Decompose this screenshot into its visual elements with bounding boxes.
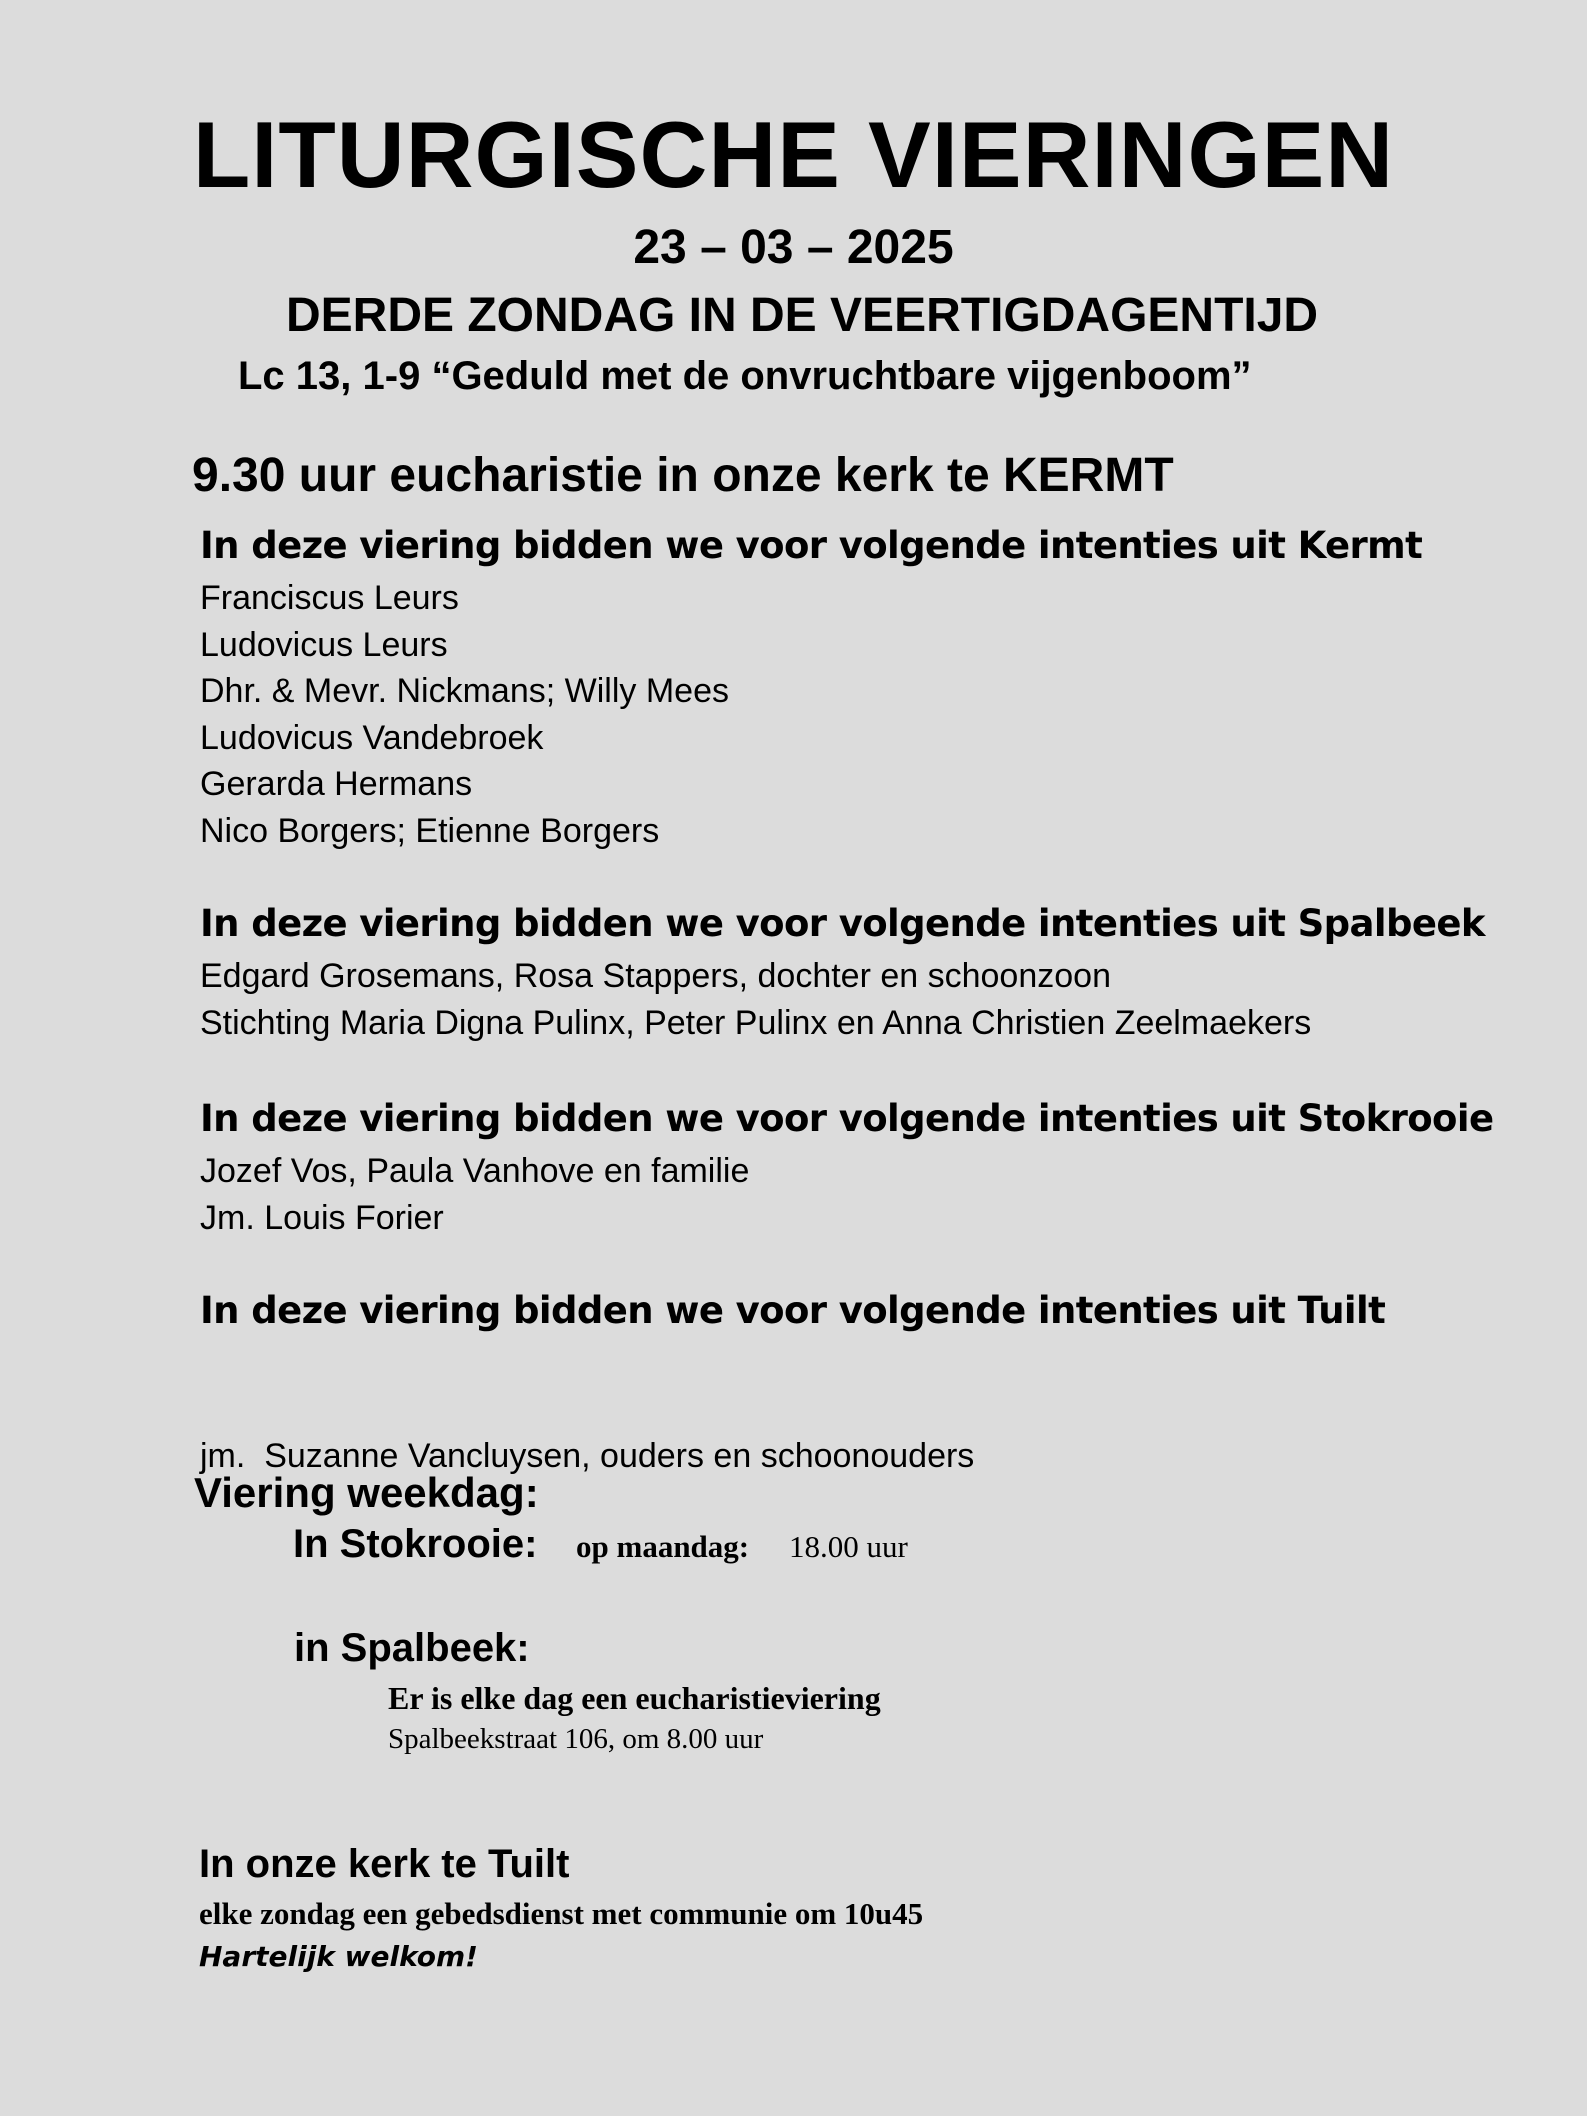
celebration-date: 23 – 03 – 2025 <box>633 221 954 274</box>
list-item: jm. Suzanne Vancluysen, ouders en schoonouders <box>200 1437 975 1475</box>
intentions-list-kermt <box>200 575 729 854</box>
tuilt-heading: In onze kerk te Tuilt <box>199 1842 570 1886</box>
weekday-spalbeek-info: Er is elke dag een eucharistieviering <box>388 1680 881 1716</box>
intentions-list-spalbeek <box>200 953 1311 1046</box>
mass-heading: 9.30 uur eucharistie in onze kerk te KERMT <box>192 449 1174 502</box>
weekday-heading: Viering weekdag: <box>194 1469 539 1516</box>
intentions-heading-tuilt: In deze viering bidden we voor volgende intenties uit Tuilt <box>200 1289 1386 1332</box>
list-item: Nico Borgers; Etienne Borgers <box>200 811 660 850</box>
gospel-reading: Lc 13, 1-9 “Geduld met de onvruchtbare vijgenboom” <box>238 354 1252 398</box>
liturgical-sunday: DERDE ZONDAG IN DE VEERTIGDAGENTIJD <box>286 289 1319 342</box>
list-item: Dhr. & Mevr. Nickmans; Willy Mees <box>200 672 729 710</box>
weekday-spalbeek-address: Spalbeekstraat 106, om 8.00 uur <box>388 1723 764 1755</box>
intentions-heading-kermt: In deze viering bidden we voor volgende intenties uit Kermt <box>200 524 1423 567</box>
list-item: Jozef Vos, Paula Vanhove en familie <box>200 1152 750 1190</box>
weekday-stokrooie-day: op maandag: <box>576 1529 750 1564</box>
weekday-stokrooie-time: 18.00 uur <box>789 1529 908 1564</box>
intentions-heading-spalbeek: In deze viering bidden we voor volgende intenties uit Spalbeek <box>200 902 1485 945</box>
weekday-stokrooie-label: In Stokrooie: <box>293 1522 538 1566</box>
list-item: Jm. Louis Forier <box>200 1198 444 1237</box>
list-item: Gerarda Hermans <box>200 765 473 803</box>
list-item: Franciscus Leurs <box>200 579 459 617</box>
intentions-list-stokrooie <box>200 1148 749 1241</box>
list-item: Stichting Maria Digna Pulinx, Peter Pulinx en Anna Christien Zeelmaekers <box>200 1003 1312 1042</box>
list-item: Ludovicus Leurs <box>200 625 448 664</box>
list-item: Edgard Grosemans, Rosa Stappers, dochter en schoonzoon <box>200 957 1111 995</box>
page-title: LITURGISCHE VIERINGEN <box>192 102 1395 207</box>
list-item: Ludovicus Vandebroek <box>200 718 544 757</box>
weekday-spalbeek-label: in Spalbeek: <box>294 1626 530 1670</box>
tuilt-service-info: elke zondag een gebedsdienst met communie om 10u45 <box>199 1896 924 1931</box>
intentions-heading-stokrooie: In deze viering bidden we voor volgende intenties uit Stokrooie <box>200 1097 1494 1140</box>
welcome-text: Hartelijk welkom! <box>199 1940 478 1973</box>
